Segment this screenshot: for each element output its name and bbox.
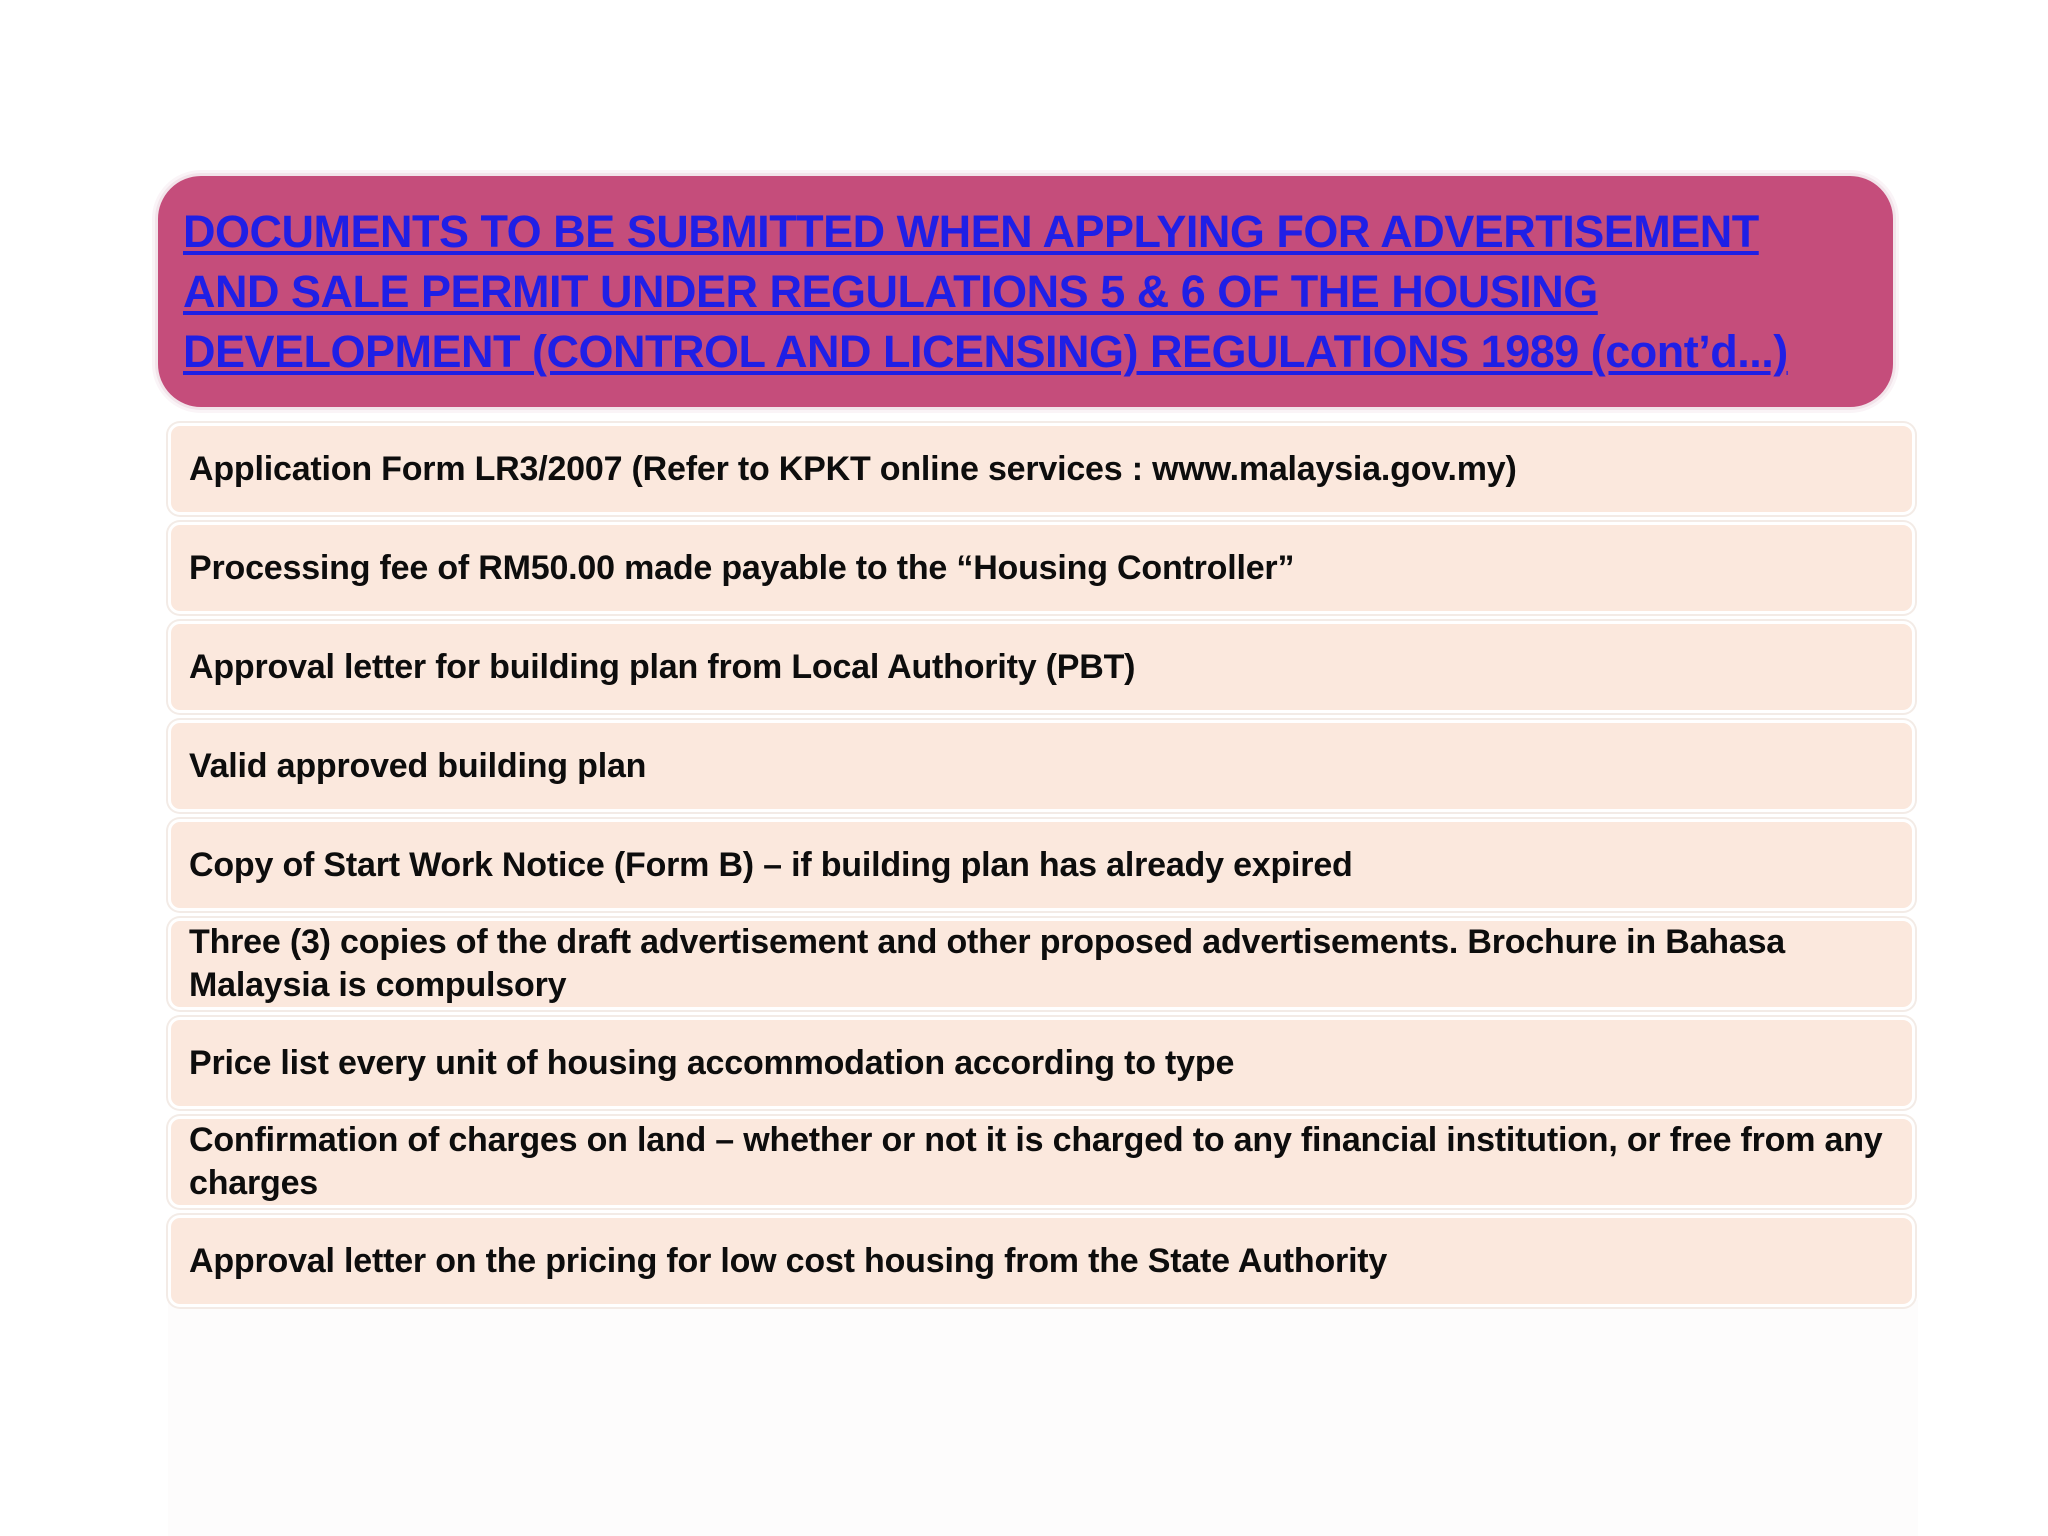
title-banner: [155, 173, 1896, 410]
document-list-item: [168, 720, 1915, 812]
document-item-text: Price list every unit of housing accommodation according to type: [189, 1043, 1235, 1082]
document-list-item: [168, 522, 1915, 614]
document-list-item: [168, 819, 1915, 911]
document-list-item: [168, 1017, 1915, 1109]
slide-title: DOCUMENTS TO BE SUBMITTED WHEN APPLYING FOR ADVERTISEMENT AND SALE PERMIT UNDER REGULATIONS 5 & 6 OF THE HOUSING DEVELOPMENT (CONTROL AND LICENSING) REGULATIONS 1989 (cont’d...): [183, 206, 1788, 377]
document-item-text: Copy of Start Work Notice (Form B) – if building plan has already expired: [189, 845, 1353, 884]
slide-background: [168, 1300, 1918, 1536]
document-item-text: Application Form LR3/2007 (Refer to KPKT online services : www.malaysia.gov.my): [189, 449, 1517, 488]
document-item-text: Three (3) copies of the draft advertisement and other proposed advertisements. Brochure in Bahasa Malaysia is compulsory: [189, 923, 1785, 1004]
document-item-text: Approval letter for building plan from Local Authority (PBT): [189, 647, 1136, 686]
document-item-text: Confirmation of charges on land – whether or not it is charged to any financial institution, or free from any charges: [189, 1121, 1883, 1202]
document-list-item: [168, 621, 1915, 713]
document-list-item: [168, 1116, 1915, 1208]
document-list-item: [168, 1215, 1915, 1307]
document-item-text: Valid approved building plan: [189, 746, 647, 785]
document-item-text: Processing fee of RM50.00 made payable to the “Housing Controller”: [189, 548, 1295, 587]
document-item-text: Approval letter on the pricing for low cost housing from the State Authority: [189, 1241, 1388, 1280]
document-list-item: [168, 423, 1915, 515]
document-list-item: [168, 918, 1915, 1010]
